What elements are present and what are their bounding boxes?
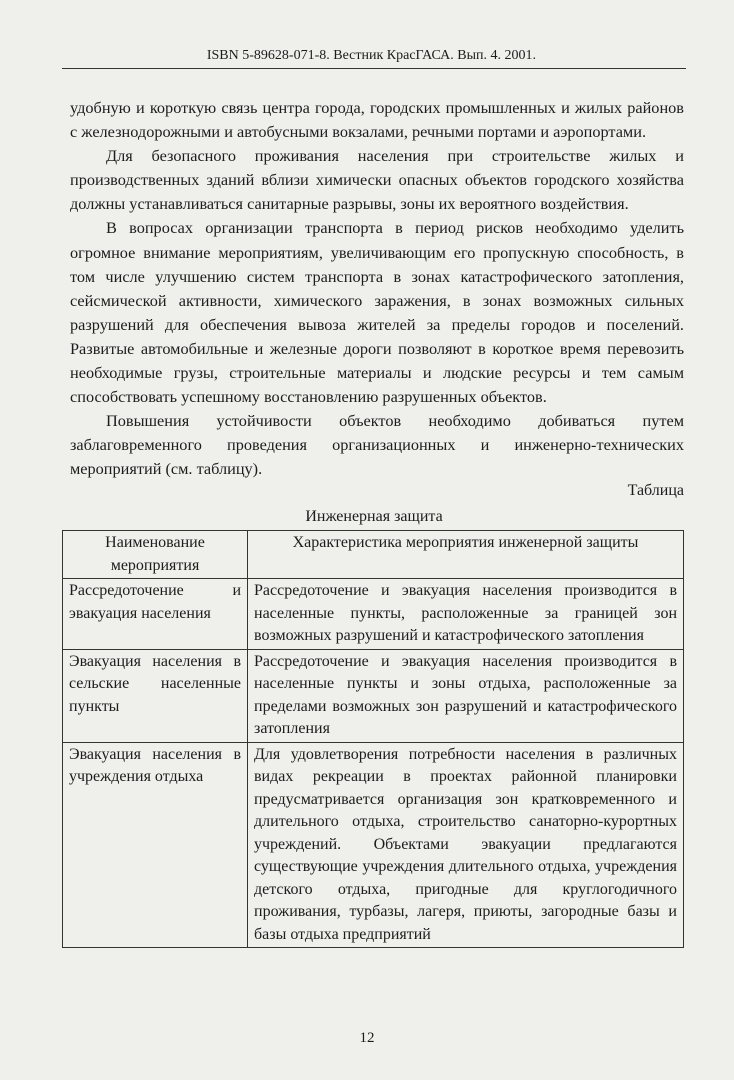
table-label: Таблица — [627, 482, 684, 499]
table-row — [63, 579, 684, 650]
table-row — [63, 742, 684, 948]
table-cell-characteristic: Рассредоточение и эвакуация населения производится в населенные пункты и зоны отдыха, расположенные за пределами возможных зон разрушений и катастрофического затопления — [248, 649, 684, 742]
journal-header — [62, 48, 686, 69]
table-cell-characteristic: Рассредоточение и эвакуация населения производится в населенные пункты, расположенные за границей зон возможных разрушений и катастрофического затопления — [248, 579, 684, 650]
page-number: 12 — [359, 1030, 375, 1046]
table-header-row — [63, 531, 684, 579]
header-cell-characteristic: Характеристика мероприятия инженерной защиты — [248, 531, 684, 579]
table-cell-name: Эвакуация населения в сельские населенные пункты — [63, 649, 248, 742]
header-text: ISBN 5-89628-071-8. Вестник КрасГАСА. Вып. 4. 2001. — [206, 48, 536, 63]
paragraph-3: В вопросах организации транспорта в период рисков необходимо уделить огромное внимание мероприятиям, увеличивающим его пропускную способность, в том числе улучшению систем транспорта в зонах катастрофического затопления, сейсмической активности, химического заражения, в зонах возможных сильных разрушений для обеспечения вывоза жителей за пределы городов и поселений. Развитые автомобильные и железные дороги позволяют в короткое время перевозить необходимые грузы, строительные материалы и людские ресурсы и тем самым способствовать успешному восстановлению разрушенных объектов. — [70, 218, 684, 407]
engineering-protection-table — [62, 530, 684, 948]
paragraph-1: удобную и короткую связь центра города, городских промышленных и жилых районов с железнодорожными и автобусными вокзалами, речными портами и аэропортами. — [70, 98, 684, 142]
table-cell-characteristic: Для удовлетворения потребности населения в различных видах рекреации в проектах районной планировки предусматривается организация зон кратковременного и длительного отдыха, строительство санаторно-курортных учреждений. Объектами эвакуации предлагаются существующие учреждения длительного отдыха, учреждения детского отдыха, пригодные для круглогодичного проживания, турбазы, лагеря, приюты, загородные базы и базы отдыха предприятий — [248, 742, 684, 948]
table-cell-name: Эвакуация населения в учреждения отдыха — [63, 742, 248, 948]
table-cell-name: Рассредоточение и эвакуация населения — [63, 579, 248, 650]
paragraph-4: Повышения устойчивости объектов необходимо добиваться путем заблаговременного проведения организационных и инженерно-технических мероприятий (см. таблицу). — [70, 411, 684, 479]
header-cell-name: Наименование мероприятия — [63, 531, 248, 579]
table-caption: Инженерная защита — [305, 508, 443, 525]
table-row — [63, 649, 684, 742]
paragraph-2: Для безопасного проживания населения при строительстве жилых и производственных зданий вблизи химически опасных объектов городского хозяйства должны устанавливаться санитарные разрывы, зоны их вероятного воздействия. — [70, 146, 684, 214]
body-text — [70, 96, 684, 482]
